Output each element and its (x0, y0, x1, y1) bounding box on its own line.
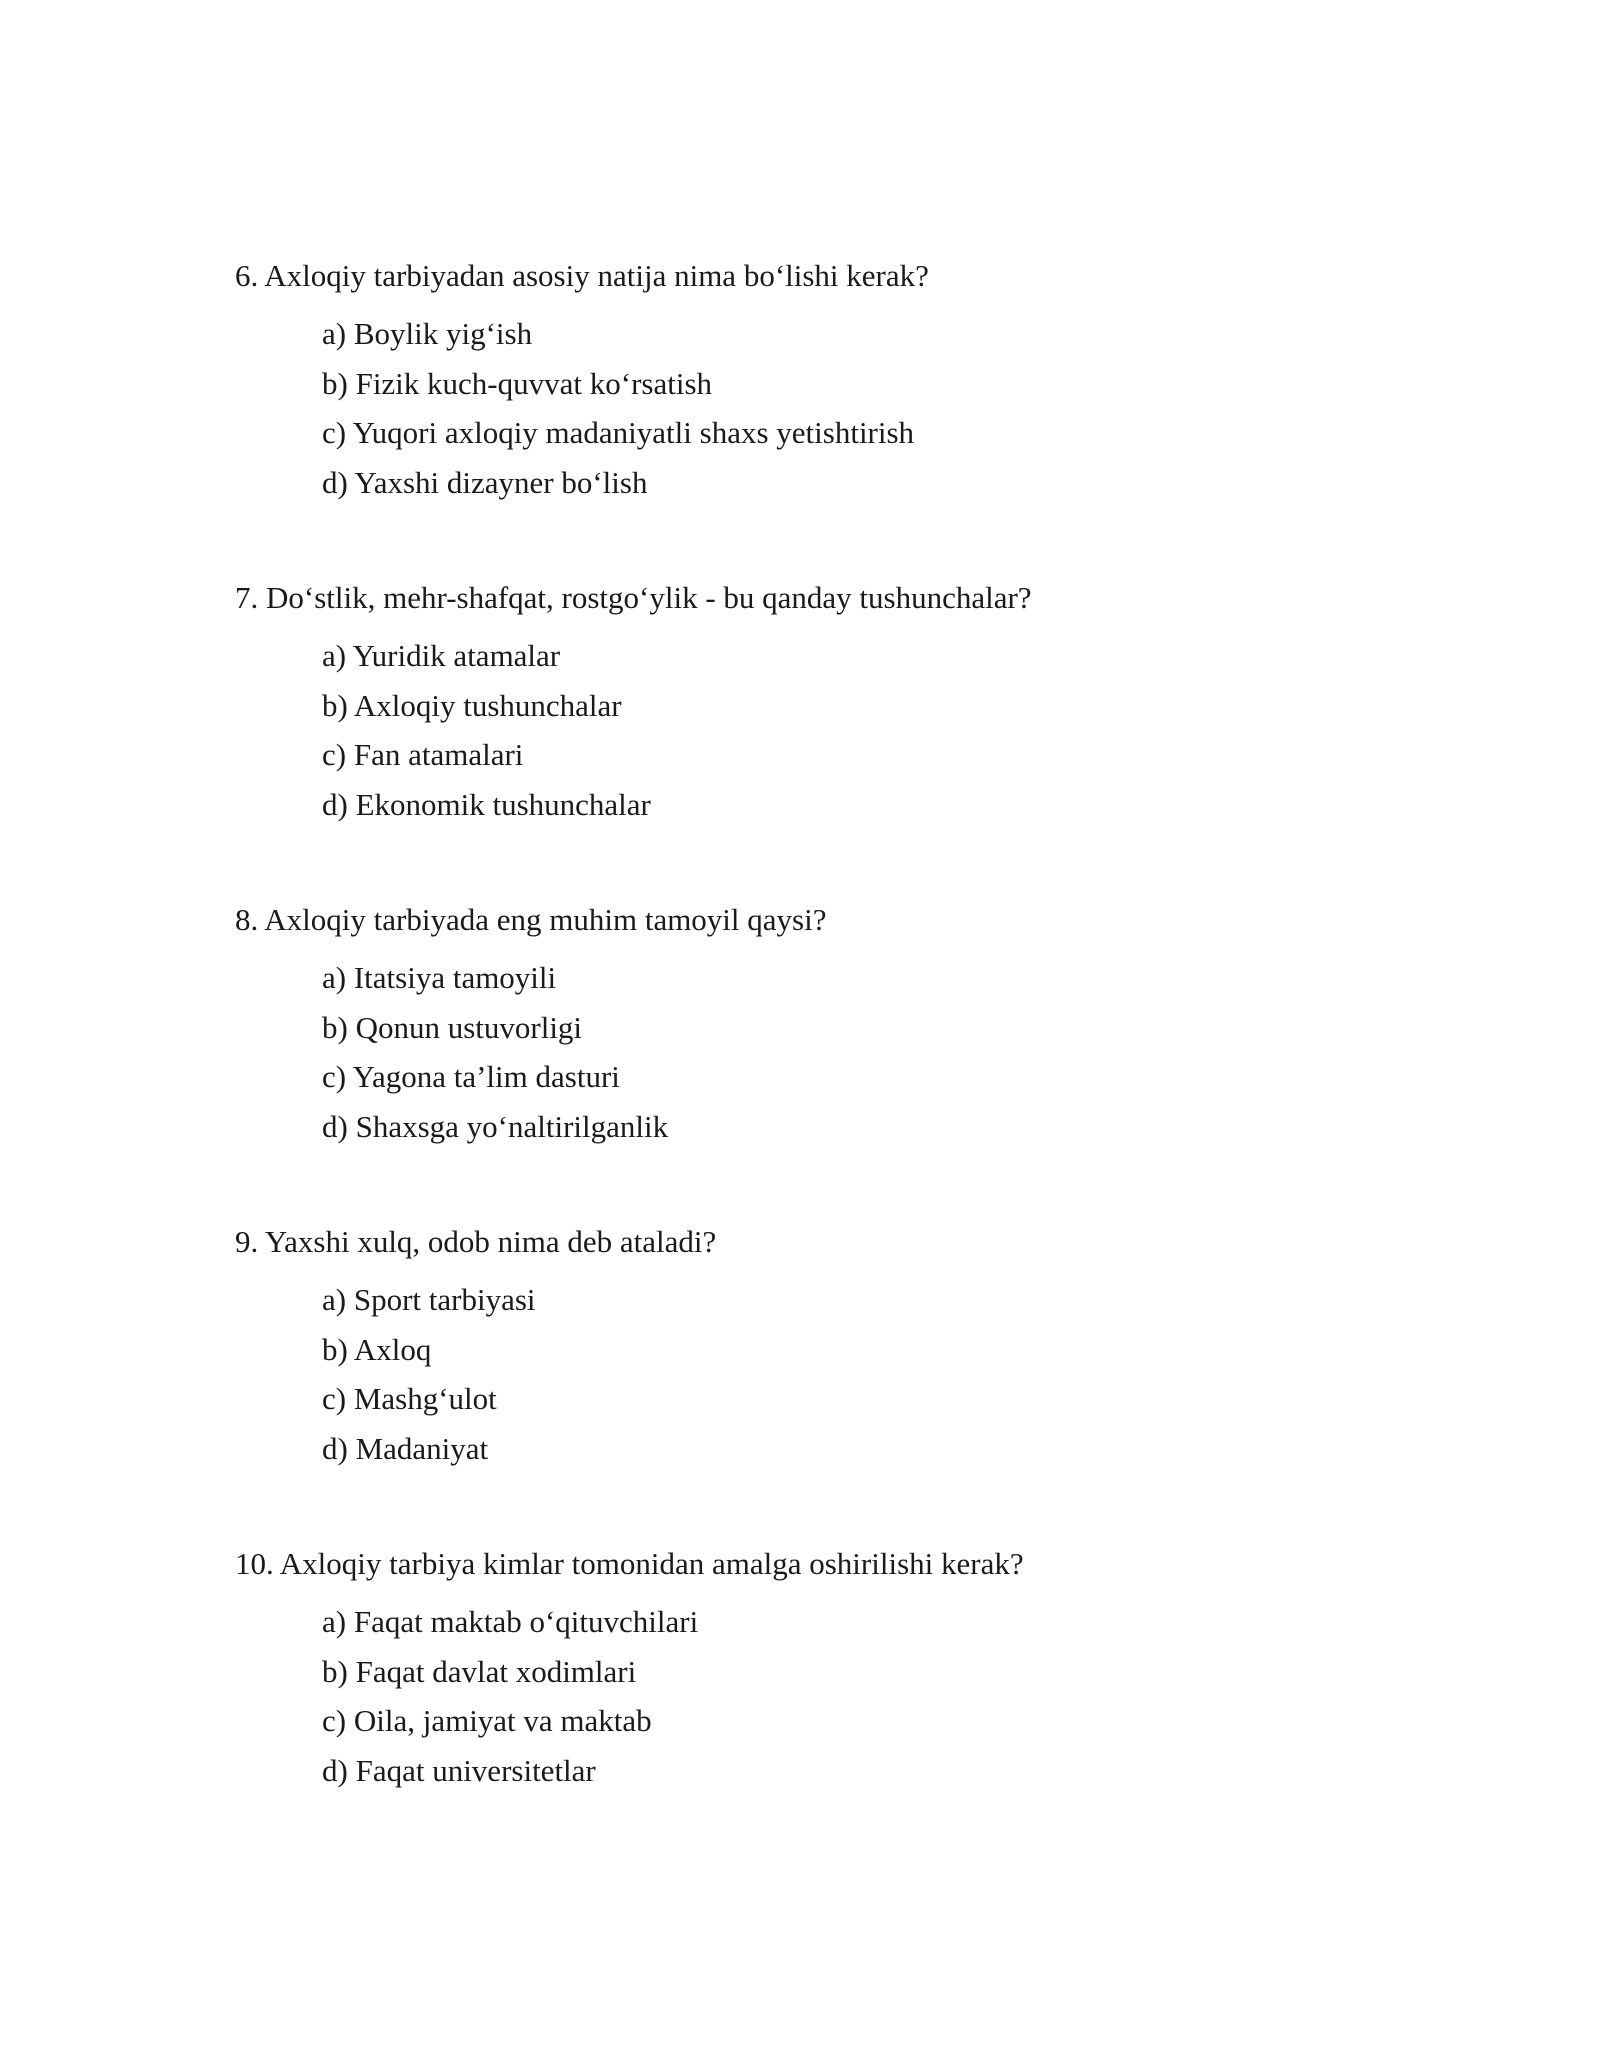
option-c: c) Oila, jamiyat va maktab (322, 1703, 652, 1738)
answer-options (322, 958, 1435, 1156)
option-b: b) Axloq (322, 1331, 432, 1367)
option-d: d) Yaxshi dizayner bo‘lish (322, 464, 648, 500)
option-d: d) Madaniyat (322, 1430, 489, 1466)
question-9 (235, 1222, 1435, 1478)
option-a: a) Boylik yig‘ish (322, 316, 533, 351)
option-c: c) Mashg‘ulot (322, 1381, 497, 1416)
question-text: 6. Axloqiy tarbiyadan asosiy natija nima bo‘lishi kerak? (235, 258, 929, 293)
option-d: d) Faqat universitetlar (322, 1752, 596, 1788)
option-c: c) Yagona ta’lim dasturi (322, 1059, 620, 1094)
option-a: a) Faqat maktab o‘qituvchilari (322, 1604, 699, 1639)
option-b: b) Axloqiy tushunchalar (322, 687, 622, 723)
option-d: d) Ekonomik tushunchalar (322, 786, 651, 822)
answer-options (322, 1602, 1435, 1800)
question-6 (235, 256, 1435, 512)
question-text: 10. Axloqiy tarbiya kimlar tomonidan amalga oshirilishi kerak? (235, 1546, 1024, 1581)
question-7 (235, 578, 1435, 834)
answer-options (322, 636, 1435, 834)
option-c: c) Fan atamalari (322, 737, 524, 772)
option-b: b) Fizik kuch-quvvat ko‘rsatish (322, 365, 713, 401)
option-a: a) Itatsiya tamoyili (322, 960, 557, 995)
question-10 (235, 1544, 1435, 1800)
option-b: b) Qonun ustuvorligi (322, 1009, 583, 1045)
option-a: a) Sport tarbiyasi (322, 1282, 536, 1317)
question-text: 8. Axloqiy tarbiyada eng muhim tamoyil qaysi? (235, 902, 827, 937)
option-c: c) Yuqori axloqiy madaniyatli shaxs yetishtirish (322, 415, 915, 450)
question-text: 9. Yaxshi xulq, odob nima deb ataladi? (235, 1224, 717, 1259)
option-a: a) Yuridik atamalar (322, 638, 561, 673)
option-b: b) Faqat davlat xodimlari (322, 1653, 637, 1689)
question-8 (235, 900, 1435, 1156)
question-text: 7. Do‘stlik, mehr-shafqat, rostgo‘ylik - bu qanday tushunchalar? (235, 580, 1032, 615)
answer-options (322, 314, 1435, 512)
answer-options (322, 1280, 1435, 1478)
option-d: d) Shaxsga yo‘naltirilganlik (322, 1108, 669, 1144)
